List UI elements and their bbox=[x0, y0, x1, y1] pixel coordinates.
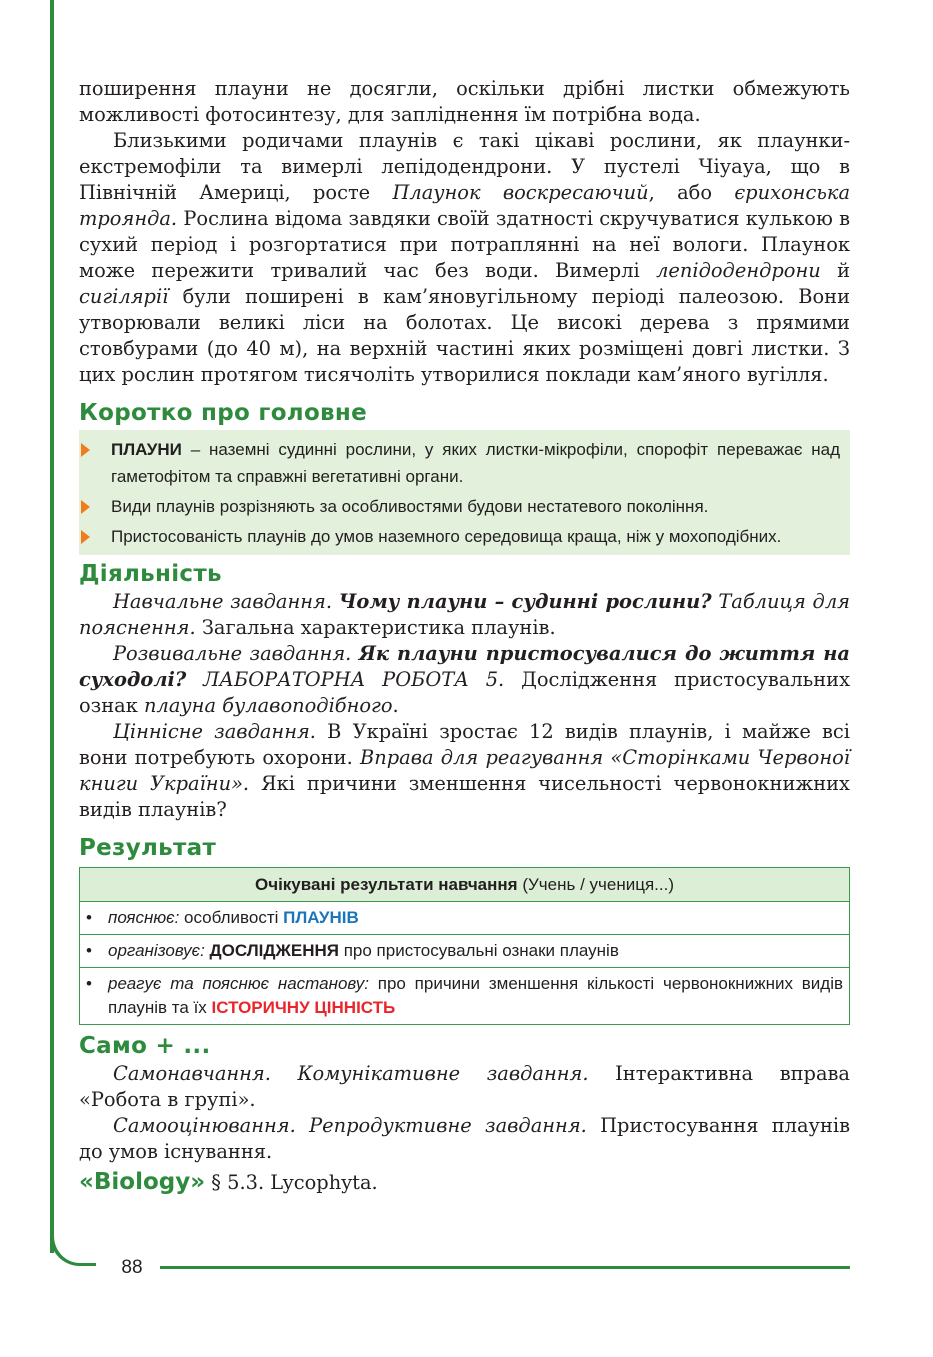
page-frame-corner bbox=[50, 1230, 96, 1266]
table-row: • організовує: ДОСЛІДЖЕННЯ про пристосувальні ознаки плаунів bbox=[80, 935, 850, 968]
summary-item: Пристосованість плаунів до умов наземного середовища краща, ніж у мохоподібних. bbox=[79, 523, 840, 550]
table-row: • реагує та пояснює настанову: про причини зменшення кількості червонокнижних видів плаунів та їх ІСТОРИЧНУ ЦІННІСТЬ bbox=[80, 968, 850, 1025]
summary-item: ПЛАУНИ – наземні судинні рослини, у яких листки-мікрофіли, спорофіт переважає над гаметофітом та справжні вегетативні органи. bbox=[79, 436, 840, 490]
footer-rule bbox=[160, 1266, 850, 1269]
plant-name-italic: лепідодендрони bbox=[656, 259, 821, 282]
plant-name-italic: Плаунок воскресаючий bbox=[392, 181, 649, 204]
activity-task-1: Навчальне завдання. Чому плауни – судинні рослини? Таблиця для пояснення. Загальна характеристика плаунів. bbox=[79, 590, 851, 639]
plant-name-italic: єрихонська троянда. bbox=[79, 181, 851, 230]
plant-name-italic: сигілярії bbox=[79, 285, 169, 308]
bullet-icon: • bbox=[86, 974, 92, 993]
table-header-row bbox=[80, 868, 850, 902]
table-row: • пояснює: особливості ПЛАУНІВ bbox=[80, 902, 850, 935]
triangle-bullet-icon bbox=[79, 493, 111, 520]
page-number: 88 bbox=[121, 1257, 143, 1278]
triangle-bullet-icon bbox=[79, 523, 111, 550]
page-content bbox=[79, 76, 850, 1196]
self-task-1: Самонавчання. Комунікативне завдання. Інтерактивна вправа «Робота в групі». bbox=[79, 1062, 850, 1111]
table-header-cell: Очікувані результати навчання (Учень / учениця...) bbox=[80, 868, 850, 902]
bullet-icon: • bbox=[86, 941, 92, 960]
biology-reference: «Biology» § 5.3. Lycophyta. bbox=[79, 1169, 378, 1195]
page-frame-line bbox=[50, 0, 54, 1253]
triangle-bullet-icon bbox=[79, 436, 111, 463]
intro-paragraph-2: Близькими родичами плаунів є такі цікаві рослини, як плаунки-екстремофіли та вимерлі лепідодендрони. У пустелі Чіуауа, що в Північній Америці, росте Плаунок воскресаючий, або єрихонська троянда. Рослина відома завдяки своїй здатності скручуватися кулькою в сухий період і розгортатися при потраплянні на неї вологи. Плаунок може пережити тривалий час без води. Вимерлі лепідодендрони й сигілярії були поширені в кам’яновугільному періоді палеозою. Вони утворювали великі ліси на болотах. Це високі дерева з прямими стовбурами (до 40 м), на верхній частині яких розміщені довгі листки. З цих рослин протягом тисячоліть утворилися поклади кам’яного вугілля. bbox=[79, 129, 851, 386]
results-table bbox=[79, 867, 850, 1025]
self-heading: Само + ... bbox=[79, 1033, 211, 1059]
bullet-icon: • bbox=[86, 908, 92, 927]
self-task-2: Самооцінювання. Репродуктивне завдання. Пристосування плаунів до умов існування. bbox=[79, 1114, 851, 1163]
result-heading: Результат bbox=[79, 835, 217, 861]
summary-item: Види плаунів розрізняють за особливостями будови нестатевого покоління. bbox=[79, 493, 840, 520]
intro-paragraph-1: поширення плауни не досягли, оскільки дрібні листки обмежують можливості фотосинтезу, для запліднення їм потрібна вода. bbox=[79, 77, 850, 126]
activity-task-3: Ціннісне завдання. В Україні зростає 12 видів плаунів, і майже всі вони потребують охорони. Вправа для реагування «Сторінками Червоної книги України». Які причини зменшення чисельності червонокнижних видів плаунів? bbox=[79, 720, 850, 821]
biology-title: «Biology» bbox=[79, 1169, 206, 1195]
activity-task-2: Розвивальне завдання. Як плауни пристосувалися до життя на суходолі? ЛАБОРАТОРНА РОБОТА 5. Дослідження пристосувальних ознак плауна булавоподібного. bbox=[79, 642, 851, 717]
summary-box bbox=[79, 430, 850, 555]
activity-heading: Діяльність bbox=[79, 561, 222, 587]
summary-heading: Коротко про головне bbox=[79, 400, 367, 426]
